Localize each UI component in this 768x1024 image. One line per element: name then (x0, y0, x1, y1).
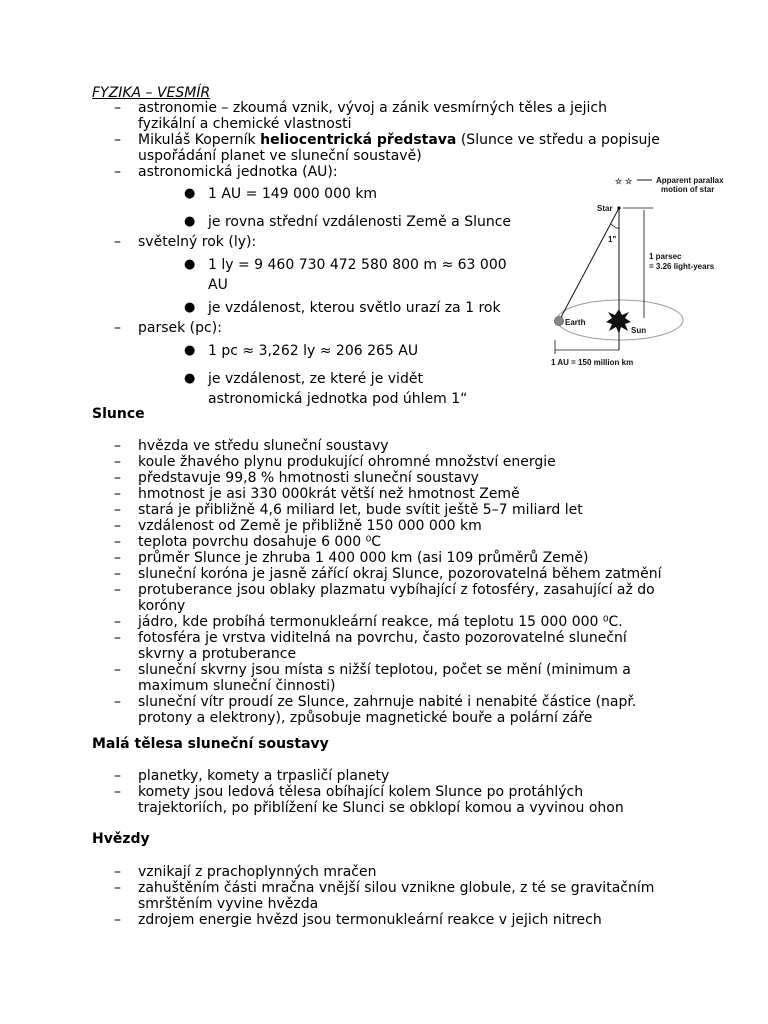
list-item: – zahuštěním části mračna vnější silou vznikne globule, z té se gravitačním (0, 880, 654, 896)
parsec-label-2: = 3.26 light-years (649, 262, 715, 271)
list-item: – protuberance jsou oblaky plazmatu vybíhající z fotosféry, zasahující až do (0, 582, 662, 598)
list-item: – vzdálenost od Země je přibližně 150 000 000 km (0, 518, 662, 534)
list-item: – průměr Slunce je zhruba 1 400 000 km (asi 109 průměrů Země) (0, 550, 662, 566)
list-item: – koule žhavého plynu produkující ohromné množství energie (0, 454, 662, 470)
sun-list (0, 438, 662, 726)
sub-list-item-continuation: astronomická jednotka pod úhlem 1“ (208, 391, 468, 407)
list-item-continuation: protony a elektrony), způsobuje magnetické bouře a polární záře (138, 710, 593, 726)
parallax-diagram (545, 172, 745, 372)
au-scale-label: 1 AU = 150 million km (551, 358, 634, 367)
ly-list (0, 234, 256, 250)
list-item: – sluneční vítr proudí ze Slunce, zahrnuje nabité i nenabité částice (např. (0, 694, 662, 710)
list-item-continuation: trajektoriích, po přiblížení ke Slunci se obklopí komou a vyvinou ohon (138, 800, 624, 816)
sub-list-item: ● je vzdálenost, ze které je vidět (208, 369, 423, 389)
list-item: – sluneční skvrny jsou místa s nižší teplotou, počet se mění (minimum a (0, 662, 662, 678)
list-item-continuation: koróny (138, 598, 186, 614)
list-item: – hmotnost je asi 330 000krát větší než hmotnost Země (0, 486, 662, 502)
parallax-label-1: Apparent parallax (656, 176, 724, 185)
list-item: – teplota povrchu dosahuje 6 000 ⁰C (0, 534, 662, 550)
sub-list-item: ● je vzdálenost, kterou světlo urazí za 1 rok (208, 298, 501, 318)
sub-list-item: ● 1 ly = 9 460 730 472 580 800 m ≈ 63 000 (208, 255, 507, 275)
angle-arc (611, 224, 619, 228)
list-item: – astronomie – zkoumá vznik, vývoj a zánik vesmírných těles a jejich (0, 100, 660, 116)
list-item: – světelný rok (ly): (0, 234, 256, 250)
intro-list (0, 100, 660, 180)
list-item-continuation: smrštěním vyvine hvězda (138, 896, 319, 912)
sub-list-item: ● 1 AU = 149 000 000 km (208, 184, 377, 204)
page-title: FYZIKA – VESMÍR (92, 85, 211, 101)
parallax-label-2: motion of star (661, 185, 715, 194)
stars-list (0, 864, 654, 928)
list-item: – představuje 99,8 % hmotnosti sluneční soustavy (0, 470, 662, 486)
earth-star-line (559, 208, 619, 321)
pc-list (0, 320, 222, 336)
list-item: – komety jsou ledová tělesa obíhající kolem Slunce po protáhlých (0, 784, 624, 800)
list-item: – jádro, kde probíhá termonukleární reakce, má teplotu 15 000 000 ⁰C. (0, 614, 662, 630)
angle-label: 1" (608, 235, 617, 244)
star-glyph: ☆ (615, 177, 623, 186)
list-item-continuation: fyzikální a chemické vlastnosti (138, 116, 352, 132)
section-heading-small-bodies: Malá tělesa sluneční soustavy (92, 736, 329, 752)
sun-icon (606, 309, 631, 334)
list-item: – Mikuláš Koperník heliocentrická představa (Slunce ve středu a popisuje (0, 132, 660, 148)
list-item: – hvězda ve středu sluneční soustavy (0, 438, 662, 454)
section-heading-stars: Hvězdy (92, 831, 150, 847)
star-glyph: ☆ (625, 177, 633, 186)
list-item-continuation: uspořádání planet ve sluneční soustavě) (138, 148, 422, 164)
sub-list-item-continuation: AU (208, 277, 228, 293)
list-item-continuation: skvrny a protuberance (138, 646, 297, 662)
list-item: – stará je přibližně 4,6 miliard let, bude svítit ještě 5–7 miliard let (0, 502, 662, 518)
section-heading-sun: Slunce (92, 406, 145, 422)
list-item: – sluneční koróna je jasně zářící okraj Slunce, pozorovatelná během zatmění (0, 566, 662, 582)
list-item-continuation: maximum sluneční činnosti) (138, 678, 336, 694)
list-item: – zdrojem energie hvězd jsou termonukleární reakce v jejich nitrech (0, 912, 654, 928)
sub-list-item: ● 1 pc ≈ 3,262 ly ≈ 206 265 AU (208, 341, 418, 361)
list-item: – vznikají z prachoplynných mračen (0, 864, 654, 880)
star-label: Star (597, 204, 613, 213)
list-item: – astronomická jednotka (AU): (0, 164, 660, 180)
parsec-label-1: 1 parsec (649, 252, 682, 261)
sun-label: Sun (631, 326, 647, 335)
list-item: – fotosféra je vrstva viditelná na povrchu, často pozorovatelné sluneční (0, 630, 662, 646)
earth-icon (555, 317, 564, 326)
earth-label: Earth (565, 318, 586, 327)
list-item: – parsek (pc): (0, 320, 222, 336)
list-item: – planetky, komety a trpasličí planety (0, 768, 624, 784)
sub-list-item: ● je rovna střední vzdálenosti Země a Slunce (208, 212, 511, 232)
small-bodies-list (0, 768, 624, 816)
